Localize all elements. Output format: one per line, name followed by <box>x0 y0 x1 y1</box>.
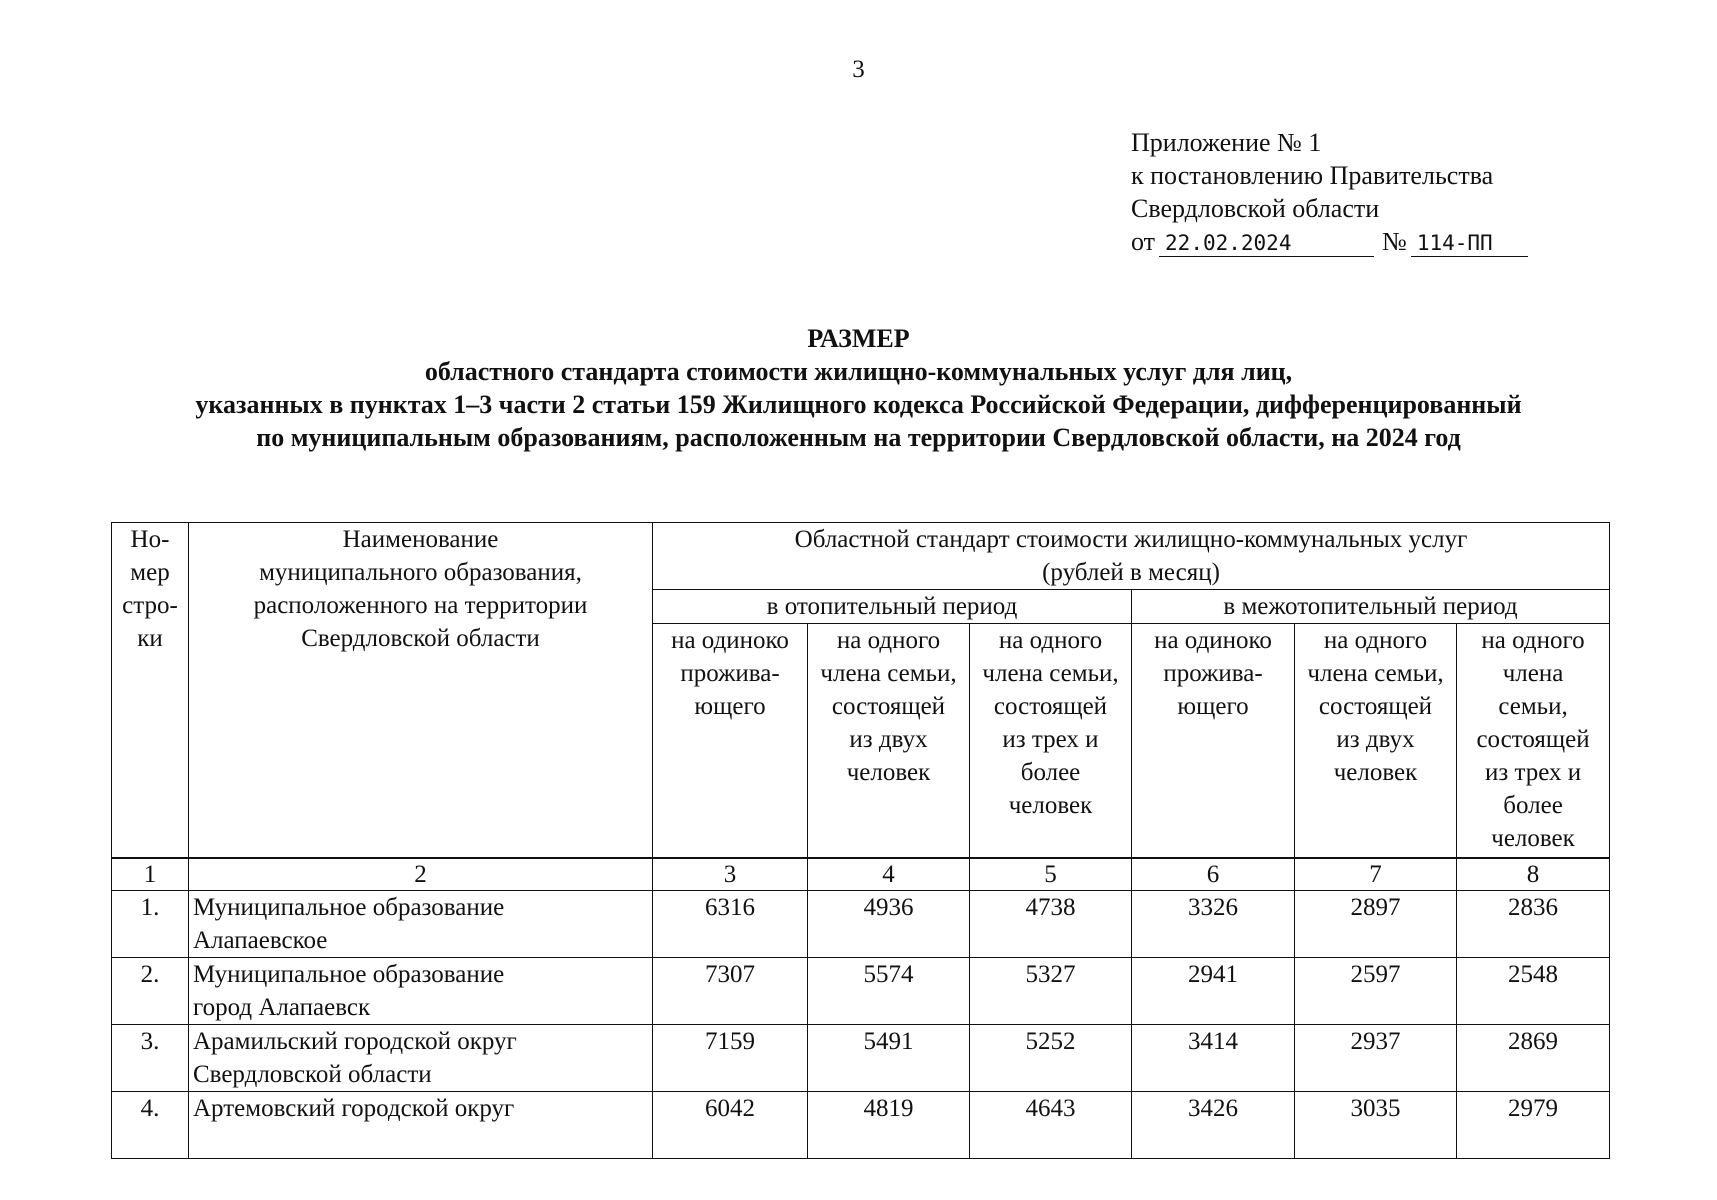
text-line: из двух <box>849 726 928 753</box>
cost-value: 5574 <box>808 958 970 1025</box>
header-col-4 <box>808 624 970 859</box>
table-body <box>112 858 1610 1159</box>
column-number: 7 <box>1295 858 1457 891</box>
header-municipality-name <box>189 523 653 859</box>
text-line: состоящей <box>993 693 1108 720</box>
header-col-7 <box>1295 624 1457 859</box>
header-nonheating-period: в межотопительный период <box>1132 590 1610 624</box>
cost-value: 2897 <box>1295 891 1457 958</box>
text-line: на одного <box>1481 627 1585 654</box>
annex-resolution-line: к постановлению Правительства <box>1131 161 1494 190</box>
cost-value: 2597 <box>1295 958 1457 1025</box>
cost-value: 5491 <box>808 1025 970 1092</box>
column-number: 6 <box>1132 858 1295 891</box>
annex-date-value: 22.02.2024 <box>1159 230 1374 257</box>
cost-value: 4643 <box>970 1092 1132 1159</box>
text-line: на одного <box>998 627 1103 654</box>
cost-value: 2979 <box>1457 1092 1610 1159</box>
text-line: человек <box>1008 792 1093 819</box>
text-line: прожива- <box>680 660 780 687</box>
header-row-number <box>112 523 189 859</box>
text-line: состоящей <box>1476 726 1590 753</box>
municipality-name <box>189 1025 653 1092</box>
text-line: из трех и <box>1002 726 1099 753</box>
text-line: прожива- <box>1163 660 1263 687</box>
cost-value: 2937 <box>1295 1025 1457 1092</box>
header-col-3 <box>653 624 808 859</box>
text-line: Муниципальное образование <box>193 894 505 921</box>
text-line: на одиноко <box>1154 627 1272 654</box>
table-row <box>112 891 1610 958</box>
text-line: ющего <box>1177 693 1249 720</box>
text-line: Но- <box>130 526 170 553</box>
row-number: 4. <box>112 1092 189 1159</box>
cost-value: 2548 <box>1457 958 1610 1025</box>
text-line: более <box>1020 759 1081 786</box>
table-row <box>112 1025 1610 1092</box>
column-number: 1 <box>112 858 189 891</box>
text-line: человек <box>846 759 931 786</box>
text-line: из трех и <box>1484 759 1582 786</box>
cost-value: 5252 <box>970 1025 1132 1092</box>
table-row <box>112 958 1610 1025</box>
header-heating-period: в отопительный период <box>653 590 1132 624</box>
text-line: члена <box>1502 660 1564 687</box>
column-number-row <box>112 858 1610 891</box>
text-line: на одного <box>836 627 941 654</box>
text-line: ки <box>137 625 163 652</box>
cost-value: 3426 <box>1132 1092 1295 1159</box>
text-line: из двух <box>1336 726 1415 753</box>
cost-value: 5327 <box>970 958 1132 1025</box>
heading-title: РАЗМЕР <box>807 324 910 353</box>
annex-title: Приложение № 1 <box>1131 128 1322 157</box>
cost-value: 6042 <box>653 1092 808 1159</box>
cost-value: 7159 <box>653 1025 808 1092</box>
annex-number-prefix: № <box>1382 227 1407 256</box>
heading-line-2: указанных в пунктах 1–3 части 2 статьи 159 Жилищного кодекса Российской Федерации, дифференцированный <box>195 390 1522 419</box>
text-line: на одиноко <box>671 627 789 654</box>
text-line: состоящей <box>831 693 946 720</box>
row-number: 3. <box>112 1025 189 1092</box>
cost-value: 3326 <box>1132 891 1295 958</box>
column-number: 8 <box>1457 858 1610 891</box>
text-line: человек <box>1333 759 1418 786</box>
heading-line-3: по муниципальным образованиям, расположенным на территории Свердловской области, на 2024 год <box>256 423 1461 452</box>
text-line: Артемовский городской округ <box>193 1095 515 1122</box>
table-row <box>112 1092 1610 1159</box>
column-number: 5 <box>970 858 1132 891</box>
text-line: муниципального образования, <box>259 559 582 586</box>
text-line: Муниципальное образование <box>193 961 505 988</box>
column-number: 4 <box>808 858 970 891</box>
cost-value: 4819 <box>808 1092 970 1159</box>
text-line: на одного <box>1323 627 1428 654</box>
cost-value: 2941 <box>1132 958 1295 1025</box>
column-number: 2 <box>189 858 653 891</box>
text-line: более <box>1503 792 1563 819</box>
text-line: члена семьи, <box>1307 660 1444 687</box>
cost-standard-table <box>111 522 1610 1159</box>
annex-number-value: 114-ПП <box>1411 230 1528 257</box>
municipality-name <box>189 1092 653 1159</box>
header-col-8 <box>1457 624 1610 859</box>
header-col-5 <box>970 624 1132 859</box>
text-line: город Алапаевск <box>193 994 371 1021</box>
text-line: (рублей в месяц) <box>1042 559 1220 586</box>
text-line: состоящей <box>1318 693 1433 720</box>
annex-date-number-line <box>1131 225 1528 258</box>
cost-value: 3035 <box>1295 1092 1457 1159</box>
annex-region-line: Свердловской области <box>1131 194 1380 223</box>
row-number: 2. <box>112 958 189 1025</box>
cost-value: 2836 <box>1457 891 1610 958</box>
text-line: Свердловской области <box>301 625 540 652</box>
header-col-6 <box>1132 624 1295 859</box>
text-line: мер <box>130 559 170 586</box>
municipality-name <box>189 891 653 958</box>
text-line: ющего <box>694 693 766 720</box>
cost-value: 3414 <box>1132 1025 1295 1092</box>
row-number: 1. <box>112 891 189 958</box>
cost-value: 6316 <box>653 891 808 958</box>
text-line: члена семьи, <box>982 660 1119 687</box>
column-number: 3 <box>653 858 808 891</box>
header-cost-standard <box>653 523 1610 590</box>
municipality-name <box>189 958 653 1025</box>
cost-value: 4936 <box>808 891 970 958</box>
text-line: Областной стандарт стоимости жилищно-коммунальных услуг <box>794 526 1468 553</box>
text-line: члена семьи, <box>820 660 957 687</box>
cost-value: 7307 <box>653 958 808 1025</box>
text-line: Наименование <box>342 526 499 553</box>
text-line: Арамильский городской округ <box>193 1028 517 1055</box>
cost-value: 2869 <box>1457 1025 1610 1092</box>
cost-value: 4738 <box>970 891 1132 958</box>
text-line: Алапаевское <box>193 927 328 954</box>
text-line: расположенного на территории <box>253 592 588 619</box>
text-line: Свердловской области <box>193 1061 432 1088</box>
text-line: стро- <box>122 592 178 619</box>
heading-line-1: областного стандарта стоимости жилищно-коммунальных услуг для лиц, <box>424 357 1293 386</box>
page-number: 3 <box>852 56 865 83</box>
text-line: семьи, <box>1498 693 1568 720</box>
annex-block <box>1131 126 1528 258</box>
text-line: человек <box>1491 825 1575 852</box>
annex-date-prefix: от <box>1131 227 1156 256</box>
document-heading <box>0 322 1717 454</box>
